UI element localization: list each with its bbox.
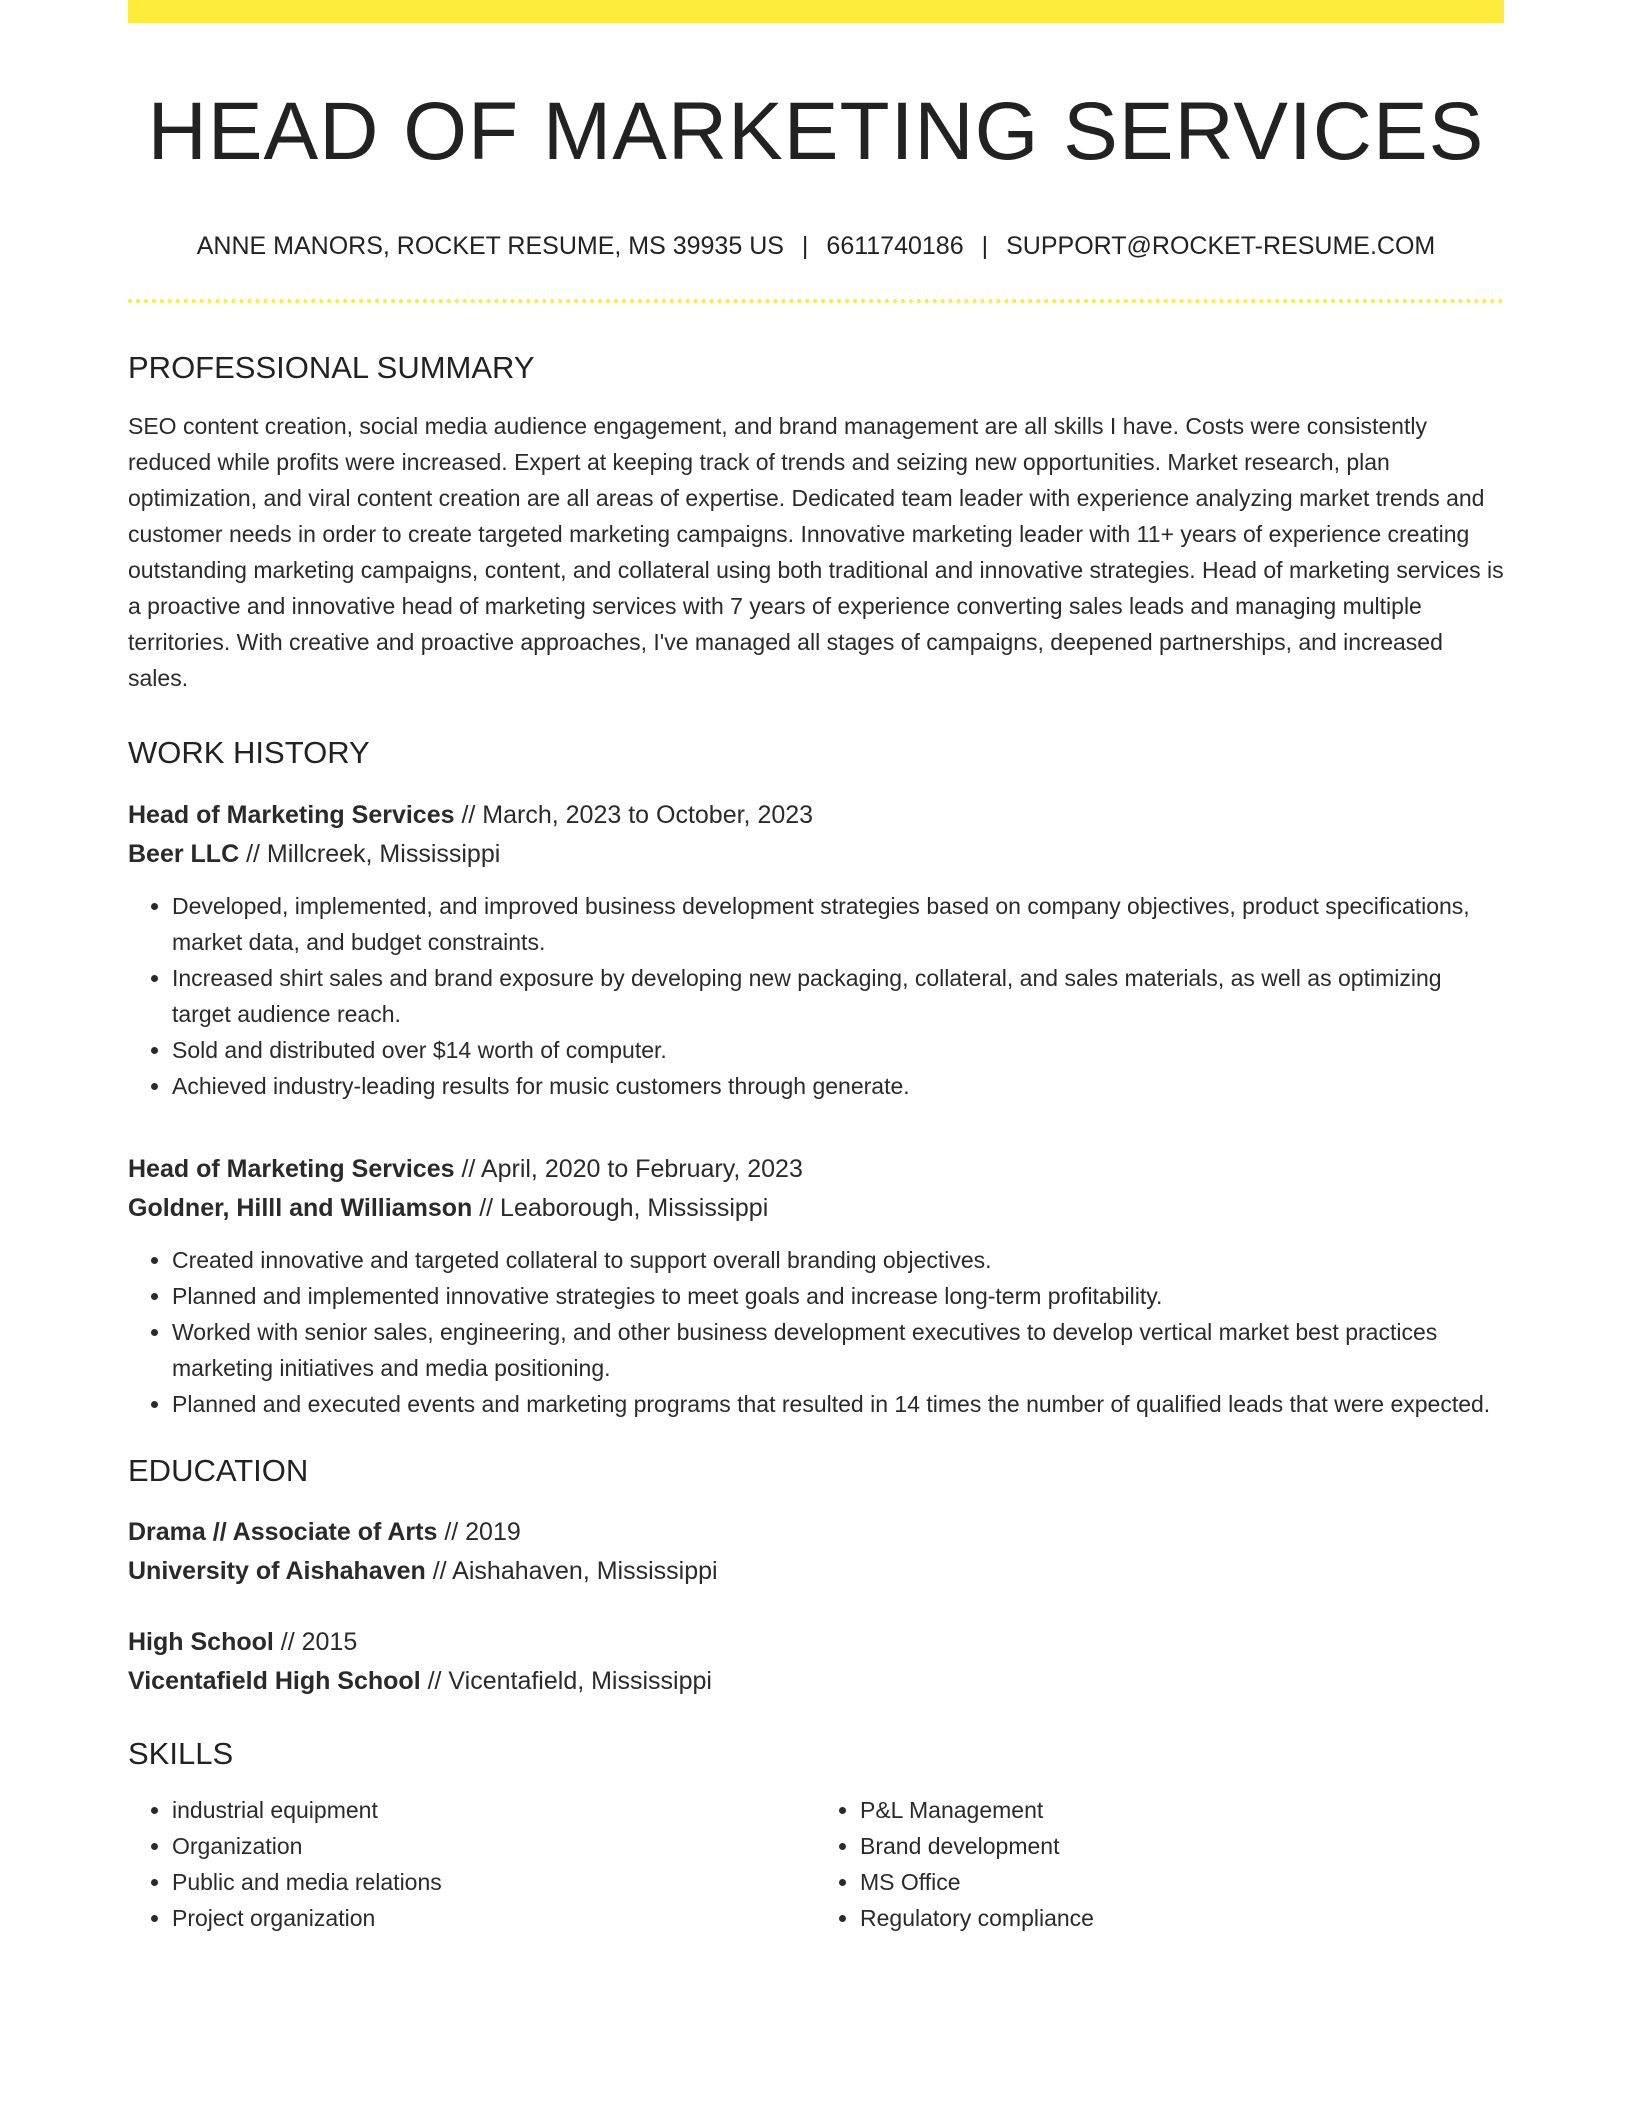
summary-text: SEO content creation, social media audience engagement, and brand management are all skills I have. Costs were consistently reduced while profits were increased. Expert at keeping track of trends and seizing new opportunities. Market research, plan optimization, and viral content creation are all areas of expertise. Dedicated team leader with experience analyzing market trends and customer needs in order to create targeted marketing campaigns. Innovative marketing leader with 11+ years of experience creating outstanding marketing campaigns, content, and collateral using both traditional and innovative strategies. Head of marketing services is a proactive and innovative head of marketing services with 7 years of experience converting sales leads and managing multiple territories. With creative and proactive approaches, I've managed all stages of campaigns, deepened partnerships, and increased sales.	[128, 413, 1504, 692]
job-entry	[128, 796, 1504, 1104]
education-entry	[128, 1513, 1504, 1591]
education-degree-line	[128, 1623, 1504, 1662]
job-company-line	[128, 1189, 1504, 1228]
skill-item: • P&L Management	[860, 1792, 1504, 1828]
education-degree-line	[128, 1513, 1504, 1552]
job-location: // Millcreek, Mississippi	[239, 839, 501, 868]
job-role-line	[128, 1150, 1504, 1189]
education-school: University of Aishahaven	[128, 1556, 426, 1585]
education-location: // Aishahaven, Mississippi	[425, 1556, 718, 1585]
education-degree: High School	[128, 1627, 274, 1656]
education-school-line	[128, 1552, 1504, 1591]
skill-item: • Public and media relations	[172, 1864, 816, 1900]
job-company: Goldner, Hilll and Williamson	[128, 1193, 473, 1222]
job-bullet: • Planned and implemented innovative strategies to meet goals and increase long-term profitability.	[172, 1278, 1504, 1314]
resume-title: HEAD OF MARKETING SERVICES	[147, 86, 1485, 177]
job-role: Head of Marketing Services	[128, 1154, 455, 1183]
job-company: Beer LLC	[128, 839, 240, 868]
contact-address: ANNE MANORS, ROCKET RESUME, MS 39935 US	[196, 232, 784, 261]
job-entry	[128, 1150, 1504, 1422]
job-bullet: • Sold and distributed over $14 worth of computer.	[172, 1032, 1504, 1068]
job-location: // Leaborough, Mississippi	[472, 1193, 769, 1222]
skill-item: • MS Office	[860, 1864, 1504, 1900]
skills-heading: SKILLS	[128, 1735, 234, 1771]
skill-item: • Brand development	[860, 1828, 1504, 1864]
job-bullet: • Achieved industry-leading results for music customers through generate.	[172, 1068, 1504, 1104]
job-bullet: • Developed, implemented, and improved business development strategies based on company objectives, product specifications, market data, and budget constraints.	[172, 888, 1504, 960]
job-bullet: • Worked with senior sales, engineering, and other business development executives to develop vertical market best practices marketing initiatives and media positioning.	[172, 1314, 1504, 1386]
contact-email: SUPPORT@ROCKET-RESUME.COM	[1006, 232, 1436, 261]
skills-column-left	[128, 1792, 816, 1936]
job-company-line	[128, 835, 1504, 874]
resume-page	[128, 0, 1504, 1936]
dotted-divider	[128, 299, 1504, 303]
skill-item: • Regulatory compliance	[860, 1900, 1504, 1936]
job-role: Head of Marketing Services	[128, 800, 455, 829]
skill-item: • industrial equipment	[172, 1792, 816, 1828]
job-role-line	[128, 796, 1504, 835]
contact-line	[128, 231, 1504, 261]
work-history-heading: WORK HISTORY	[128, 735, 370, 771]
job-bullets	[128, 1242, 1504, 1422]
skills-list	[128, 1792, 1504, 1936]
job-bullet: • Increased shirt sales and brand exposure by developing new packaging, collateral, and sales materials, as well as optimizing target audience reach.	[172, 960, 1504, 1032]
job-bullet: • Planned and executed events and marketing programs that resulted in 14 times the number of qualified leads that were expected.	[172, 1386, 1504, 1422]
contact-phone: 6611740186	[826, 232, 964, 261]
job-bullets	[128, 888, 1504, 1104]
contact-separator: |	[801, 232, 809, 261]
summary-heading: PROFESSIONAL SUMMARY	[128, 350, 535, 386]
education-school-line	[128, 1662, 1504, 1701]
skill-item: • Project organization	[172, 1900, 816, 1936]
education-entry	[128, 1623, 1504, 1701]
education-heading: EDUCATION	[128, 1452, 309, 1488]
education-degree: Drama // Associate of Arts	[128, 1517, 438, 1546]
education-school: Vicentafield High School	[128, 1666, 421, 1695]
skill-item: • Organization	[172, 1828, 816, 1864]
job-dates: // April, 2020 to February, 2023	[454, 1154, 803, 1183]
education-year: // 2015	[273, 1627, 358, 1656]
job-bullet: • Created innovative and targeted collateral to support overall branding objectives.	[172, 1242, 1504, 1278]
contact-separator: |	[981, 232, 989, 261]
top-accent-bar	[128, 0, 1504, 23]
education-year: // 2019	[437, 1517, 521, 1546]
job-dates: // March, 2023 to October, 2023	[454, 800, 814, 829]
skills-column-right	[816, 1792, 1504, 1936]
education-location: // Vicentafield, Mississippi	[420, 1666, 712, 1695]
